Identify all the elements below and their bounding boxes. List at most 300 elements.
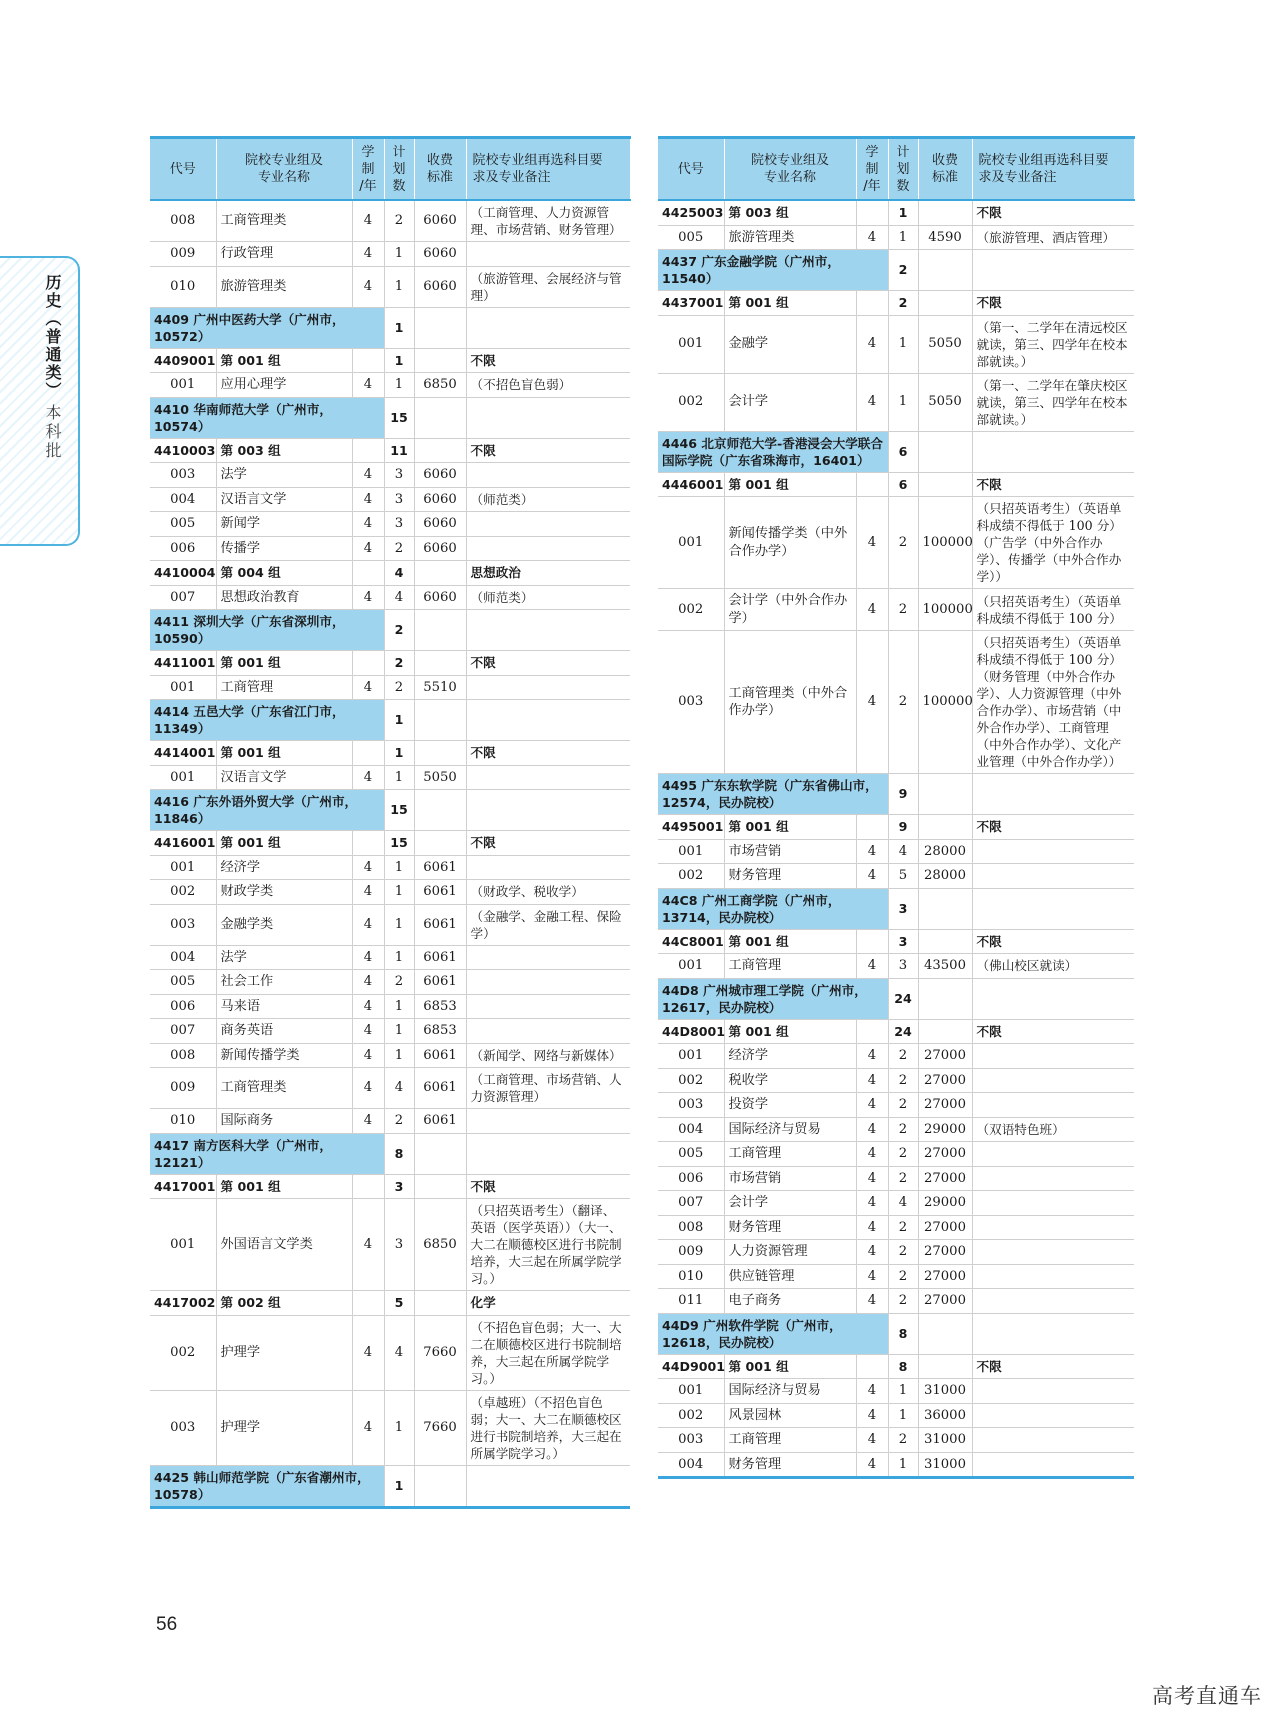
years-cell [856,1354,888,1379]
plan-count: 4 [888,839,918,864]
major-row [150,585,630,610]
years-cell: 4 [856,1403,888,1428]
group-row [150,438,630,463]
plan-count: 2 [888,1142,918,1167]
years-cell [352,561,384,586]
subject-requirement: 不限 [972,1354,1134,1379]
plan-count: 2 [888,291,918,316]
header-plan: 计 划 数 [384,138,414,201]
major-code: 002 [150,1315,216,1390]
major-name: 行政管理 [216,242,352,267]
group-row [658,929,1134,954]
fee-cell: 6061 [414,1043,466,1068]
major-code: 006 [658,1166,724,1191]
major-row [150,1019,630,1044]
group-name: 第 001 组 [216,831,352,856]
major-row [658,1428,1134,1453]
plan-count: 1 [888,315,918,373]
institution-row [150,610,630,651]
fee-cell: 7660 [414,1390,466,1465]
major-code: 003 [150,1390,216,1465]
fee-cell [414,610,466,651]
major-code: 003 [150,904,216,945]
major-name: 汉语言文学 [216,765,352,790]
years-cell: 4 [856,1191,888,1216]
major-code: 001 [150,1199,216,1291]
major-note [972,864,1134,889]
fee-cell: 100000 [918,589,972,631]
plan-count: 3 [384,512,414,537]
fee-cell: 6060 [414,536,466,561]
major-code: 009 [150,1068,216,1109]
major-row [658,1142,1134,1167]
plan-count: 1 [888,1403,918,1428]
major-row [658,1068,1134,1093]
major-name: 旅游管理类 [216,266,352,307]
fee-cell [918,978,972,1019]
fee-cell: 28000 [918,839,972,864]
major-name: 旅游管理类 [724,225,856,250]
major-row [150,1315,630,1390]
years-cell: 4 [352,1019,384,1044]
major-row [150,536,630,561]
years-cell: 4 [856,864,888,889]
plan-count: 2 [888,497,918,589]
institution-row [658,774,1134,815]
major-code: 002 [658,1068,724,1093]
years-cell: 4 [856,1428,888,1453]
major-row [150,765,630,790]
fee-cell: 31000 [918,1452,972,1478]
major-note [466,536,630,561]
group-code: 44C8001 [658,929,724,954]
plan-count: 3 [384,463,414,488]
fee-cell: 43500 [918,954,972,979]
group-code: 4416001 [150,831,216,856]
major-code: 002 [658,589,724,631]
fee-cell: 6060 [414,200,466,242]
major-row [150,945,630,970]
years-cell: 4 [856,225,888,250]
header-notes: 院校专业组再选科目要 求及专业备注 [972,138,1134,201]
plan-count: 2 [384,610,414,651]
watermark-text: 高考直通车 [1152,1684,1262,1708]
major-note [466,675,630,700]
fee-cell: 27000 [918,1068,972,1093]
major-note [972,1379,1134,1404]
plan-count: 15 [384,790,414,831]
fee-cell: 6060 [414,266,466,307]
major-note: （不招色盲色弱；大一、大二在顺德校区进行书院制培养，大三起在所属学院学习。） [466,1315,630,1390]
group-code: 4417001 [150,1174,216,1199]
major-code: 004 [150,945,216,970]
note-cell [972,888,1134,929]
major-note [466,1019,630,1044]
major-name: 工商管理类（中外合作办学） [724,631,856,774]
major-name: 护理学 [216,1390,352,1465]
major-row [658,1166,1134,1191]
major-code: 001 [658,839,724,864]
plan-count: 3 [888,954,918,979]
admission-table-right [658,136,1135,1479]
note-cell [466,610,630,651]
major-name: 会计学 [724,1191,856,1216]
major-code: 001 [658,1044,724,1069]
major-row [150,463,630,488]
major-code: 005 [658,225,724,250]
subject-requirement: 不限 [466,651,630,676]
fee-cell: 27000 [918,1093,972,1118]
header-fee: 收费 标准 [918,138,972,201]
major-row [658,864,1134,889]
major-note [466,242,630,267]
major-row [150,855,630,880]
fee-cell: 5050 [918,315,972,373]
fee-cell [918,291,972,316]
fee-cell: 31000 [918,1379,972,1404]
plan-count: 2 [384,200,414,242]
institution-row [150,307,630,348]
group-name: 第 001 组 [724,1019,856,1044]
subject-requirement: 不限 [972,929,1134,954]
group-name: 第 001 组 [724,815,856,840]
years-cell: 4 [856,1044,888,1069]
group-row [658,815,1134,840]
major-name: 经济学 [724,1044,856,1069]
major-code: 007 [150,1019,216,1044]
major-code: 006 [150,536,216,561]
fee-cell [414,438,466,463]
years-cell [856,291,888,316]
major-code: 009 [658,1240,724,1265]
fee-cell: 6060 [414,463,466,488]
major-row [150,970,630,995]
years-cell: 4 [352,1390,384,1465]
major-code: 001 [658,497,724,589]
institution-row [658,431,1134,472]
plan-count: 24 [888,1019,918,1044]
years-cell [352,831,384,856]
major-row [658,1240,1134,1265]
plan-count: 4 [384,1315,414,1390]
major-note [466,1109,630,1134]
major-name: 应用心理学 [216,373,352,398]
major-note: （只招英语考生）（翻译、英语（医学英语））（大一、大二在顺德校区进行书院制培养，大三起在所属学院学习。） [466,1199,630,1291]
top-margin [0,0,1280,118]
major-code: 001 [658,954,724,979]
major-name: 会计学（中外合作办学） [724,589,856,631]
major-name: 财政学类 [216,880,352,905]
major-code: 001 [150,373,216,398]
major-code: 003 [150,463,216,488]
major-note: （只招英语考生）（英语单科成绩不得低于 100 分）（财务管理（中外合作办学）、人力资源管理（中外合作办学）、市场营销（中外合作办学）、工商管理（中外合作办学）、文化产业管理（中外合作办学）） [972,631,1134,774]
years-cell: 4 [352,585,384,610]
major-code: 011 [658,1289,724,1314]
years-cell [856,200,888,225]
fee-cell: 6853 [414,994,466,1019]
plan-count: 1 [384,373,414,398]
group-code: 4425003 [658,200,724,225]
major-row [150,242,630,267]
plan-count: 2 [888,1264,918,1289]
major-code: 008 [658,1215,724,1240]
plan-count: 1 [888,1452,918,1478]
major-note [972,1068,1134,1093]
header-years: 学 制 /年 [352,138,384,201]
plan-count: 1 [384,904,414,945]
years-cell: 4 [856,839,888,864]
fee-cell [414,561,466,586]
major-note [466,994,630,1019]
major-row [658,1289,1134,1314]
major-code: 009 [150,242,216,267]
fee-cell: 6060 [414,512,466,537]
years-cell: 4 [856,1289,888,1314]
major-note: （不招色盲色弱） [466,373,630,398]
plan-count: 15 [384,831,414,856]
major-note [466,765,630,790]
fee-cell: 100000 [918,497,972,589]
major-name: 外国语言文学类 [216,1199,352,1291]
institution-name: 44D9 广州软件学院（广州市，12618，民办院校） [658,1313,888,1354]
plan-count: 3 [384,487,414,512]
fee-cell: 31000 [918,1428,972,1453]
years-cell: 4 [352,1068,384,1109]
fee-cell: 6061 [414,1068,466,1109]
note-cell [466,397,630,438]
major-code: 006 [150,994,216,1019]
years-cell: 4 [352,1109,384,1134]
major-code: 010 [150,1109,216,1134]
group-name: 第 001 组 [216,741,352,766]
note-cell [972,250,1134,291]
major-code: 007 [150,585,216,610]
major-name: 工商管理 [216,675,352,700]
side-tab-category: 历史（普通类） [43,274,62,400]
note-cell [466,307,630,348]
major-name: 人力资源管理 [724,1240,856,1265]
group-row [658,1354,1134,1379]
years-cell: 4 [352,487,384,512]
fee-cell [918,774,972,815]
major-code: 003 [658,1428,724,1453]
major-name: 电子商务 [724,1289,856,1314]
plan-count: 11 [384,438,414,463]
fee-cell: 27000 [918,1264,972,1289]
plan-count: 2 [888,1093,918,1118]
subject-requirement: 不限 [972,200,1134,225]
subject-requirement: 不限 [972,291,1134,316]
years-cell: 4 [856,1166,888,1191]
institution-name: 4425 韩山师范学院（广东省潮州市，10578） [150,1465,384,1507]
major-note [972,1166,1134,1191]
years-cell: 4 [352,904,384,945]
major-row [150,1109,630,1134]
major-code: 005 [150,970,216,995]
major-name: 财务管理 [724,864,856,889]
major-note: （旅游管理、酒店管理） [972,225,1134,250]
major-note: （只招英语考生）（英语单科成绩不得低于 100 分）（广告学（中外合作办学）、传播学（中外合作办学）） [972,497,1134,589]
plan-count: 2 [888,1289,918,1314]
major-row [150,880,630,905]
plan-count: 1 [384,945,414,970]
institution-row [150,1133,630,1174]
major-note: （卓越班）（不招色盲色弱；大一、大二在顺德校区进行书院制培养，大三起在所属学院学习。） [466,1390,630,1465]
group-name: 第 001 组 [216,651,352,676]
major-name: 工商管理 [724,1142,856,1167]
subject-requirement: 不限 [466,831,630,856]
plan-count: 6 [888,472,918,497]
years-cell [856,815,888,840]
major-note: （财政学、税收学） [466,880,630,905]
major-name: 金融学类 [216,904,352,945]
note-cell [972,1313,1134,1354]
fee-cell [414,790,466,831]
group-code: 44D9001 [658,1354,724,1379]
years-cell [352,651,384,676]
plan-count: 2 [888,1240,918,1265]
years-cell [352,438,384,463]
plan-count: 1 [384,266,414,307]
plan-count: 1 [384,994,414,1019]
plan-count: 1 [384,307,414,348]
major-code: 002 [658,373,724,431]
plan-count: 5 [384,1291,414,1316]
fee-cell: 6061 [414,855,466,880]
major-row [658,954,1134,979]
years-cell [352,1174,384,1199]
fee-cell [414,397,466,438]
major-code: 003 [658,631,724,774]
plan-count: 1 [888,373,918,431]
fee-cell [414,348,466,373]
major-code: 004 [658,1117,724,1142]
fee-cell [918,472,972,497]
major-note [972,1191,1134,1216]
years-cell [352,741,384,766]
plan-count: 2 [384,1109,414,1134]
years-cell: 4 [856,1379,888,1404]
major-name: 财务管理 [724,1215,856,1240]
group-name: 第 001 组 [724,472,856,497]
major-row [150,994,630,1019]
fee-cell [414,307,466,348]
major-name: 商务英语 [216,1019,352,1044]
major-name: 国际商务 [216,1109,352,1134]
institution-row [658,888,1134,929]
major-code: 003 [658,1093,724,1118]
years-cell: 4 [856,315,888,373]
header-code: 代号 [150,138,216,201]
institution-row [150,790,630,831]
group-code: 4410003 [150,438,216,463]
group-name: 第 003 组 [724,200,856,225]
major-code: 001 [658,315,724,373]
fee-cell: 27000 [918,1044,972,1069]
years-cell: 4 [352,675,384,700]
fee-cell: 6061 [414,1109,466,1134]
years-cell: 4 [352,1315,384,1390]
group-row [658,291,1134,316]
major-name: 风景园林 [724,1403,856,1428]
major-note: （新闻学、网络与新媒体） [466,1043,630,1068]
group-code: 4446001 [658,472,724,497]
major-code: 002 [150,880,216,905]
major-name: 传播学 [216,536,352,561]
major-row [150,675,630,700]
years-cell: 4 [856,1240,888,1265]
fee-cell: 27000 [918,1240,972,1265]
header-code: 代号 [658,138,724,201]
major-note: （工商管理、人力资源管理、市场营销、财务管理） [466,200,630,242]
major-code: 002 [658,1403,724,1428]
fee-cell: 6850 [414,1199,466,1291]
group-name: 第 001 组 [216,348,352,373]
years-cell: 4 [352,945,384,970]
plan-count: 3 [888,929,918,954]
fee-cell: 5510 [414,675,466,700]
fee-cell: 7660 [414,1315,466,1390]
major-row [658,1264,1134,1289]
plan-count: 1 [384,880,414,905]
plan-count: 8 [384,1133,414,1174]
group-row [150,1174,630,1199]
major-name: 工商管理 [724,954,856,979]
fee-cell [414,1133,466,1174]
major-code: 008 [150,1043,216,1068]
major-name: 工商管理 [724,1428,856,1453]
plan-count: 15 [384,397,414,438]
table-header-row [658,138,1134,201]
plan-count: 1 [384,348,414,373]
years-cell: 4 [352,970,384,995]
years-cell: 4 [352,266,384,307]
subject-requirement: 不限 [466,438,630,463]
fee-cell [414,1291,466,1316]
major-row [658,373,1134,431]
plan-count: 8 [888,1354,918,1379]
group-row [150,741,630,766]
years-cell: 4 [856,373,888,431]
major-row [658,1044,1134,1069]
years-cell [856,929,888,954]
institution-row [658,250,1134,291]
years-cell: 4 [352,373,384,398]
institution-name: 4416 广东外语外贸大学（广州市，11846） [150,790,384,831]
major-name: 金融学 [724,315,856,373]
years-cell [856,1019,888,1044]
major-name: 思想政治教育 [216,585,352,610]
plan-count: 3 [384,1199,414,1291]
plan-count: 4 [888,1191,918,1216]
major-note: （旅游管理、会展经济与管理） [466,266,630,307]
institution-name: 44D8 广州城市理工学院（广州市，12617，民办院校） [658,978,888,1019]
note-cell [466,700,630,741]
major-row [150,904,630,945]
plan-count: 2 [888,1044,918,1069]
fee-cell: 6060 [414,585,466,610]
major-code: 001 [150,855,216,880]
plan-count: 4 [384,585,414,610]
plan-count: 1 [384,855,414,880]
years-cell: 4 [856,631,888,774]
group-row [658,472,1134,497]
plan-count: 3 [384,1174,414,1199]
table-body-right [658,200,1134,1478]
institution-row [150,700,630,741]
plan-count: 4 [384,561,414,586]
plan-count: 6 [888,431,918,472]
